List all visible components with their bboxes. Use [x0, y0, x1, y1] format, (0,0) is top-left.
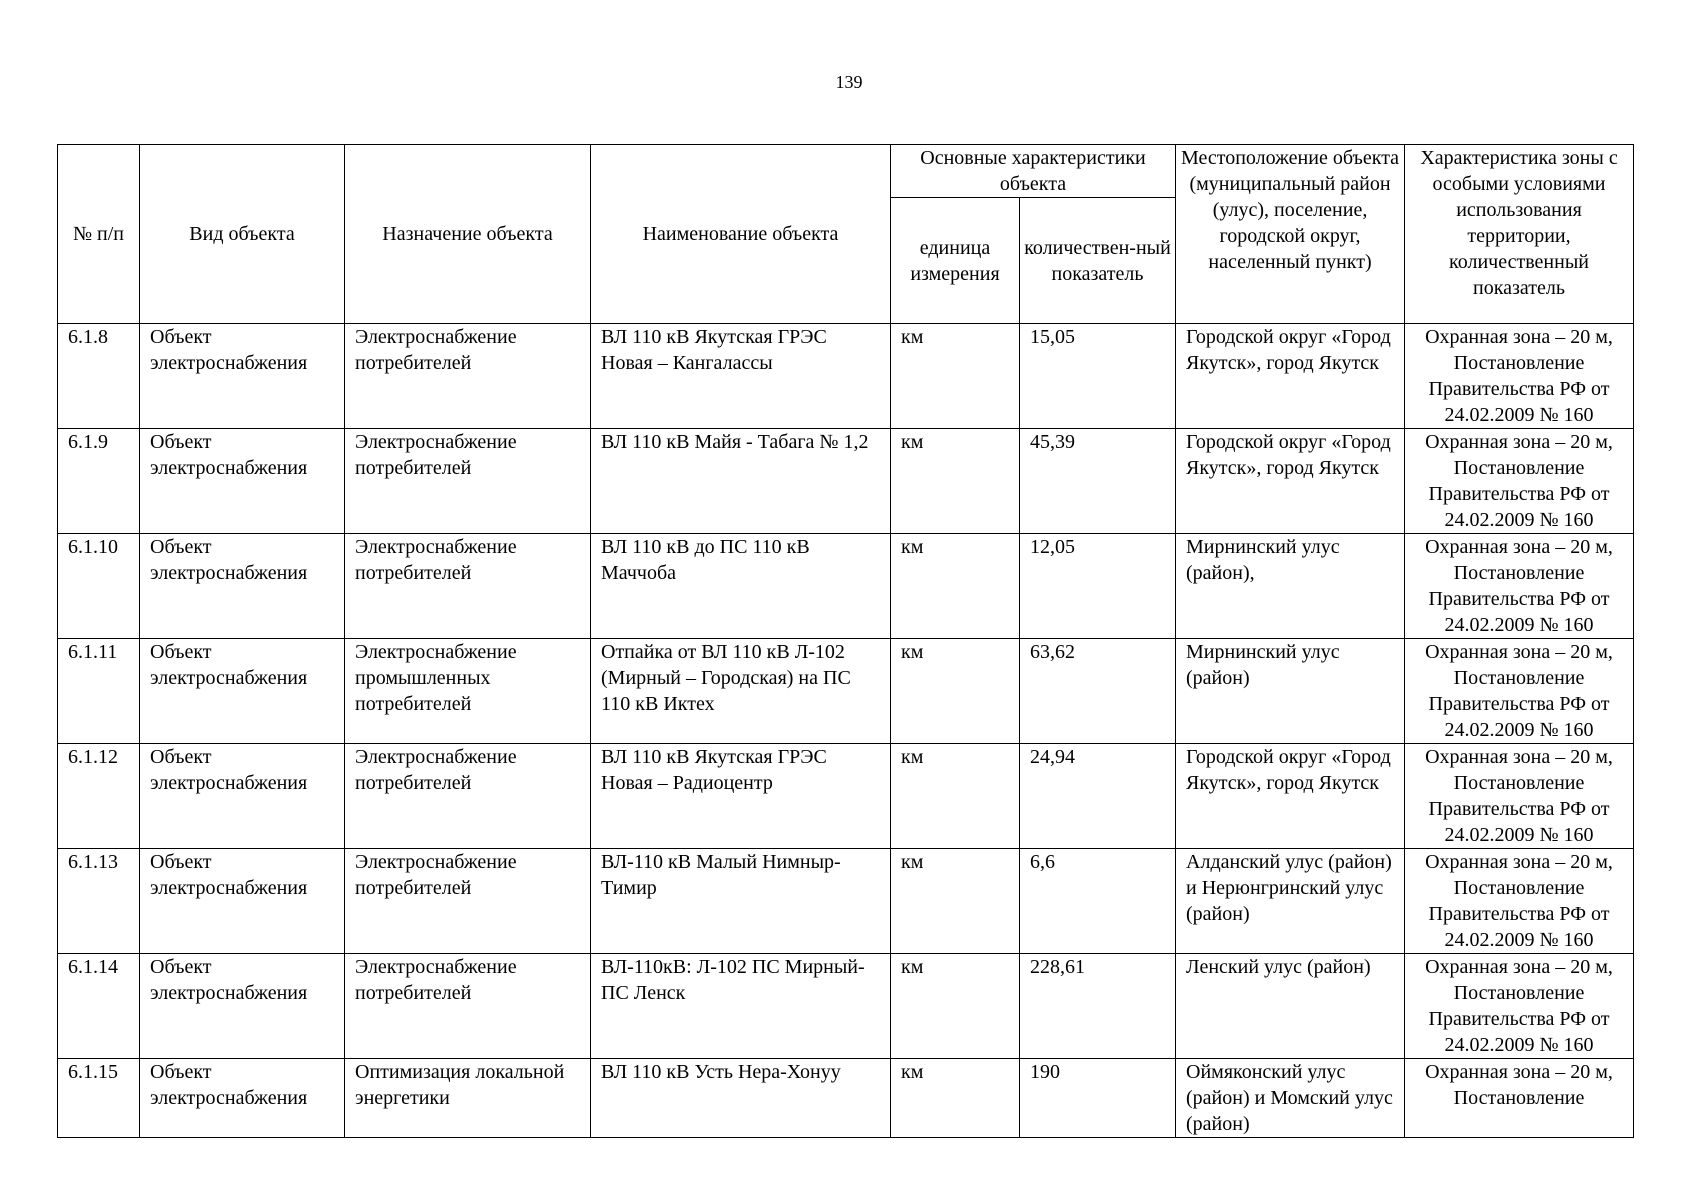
cell-unit: км: [891, 954, 1020, 1059]
table-header: [58, 145, 1634, 324]
cell-num: 6.1.12: [58, 744, 140, 849]
cell-name: ВЛ 110 кВ Якутская ГРЭС Новая – Кангалассы: [591, 324, 891, 429]
cell-name: ВЛ 110 кВ Якутская ГРЭС Новая – Радиоцентр: [591, 744, 891, 849]
cell-num: 6.1.11: [58, 639, 140, 744]
page-number: 139: [835, 72, 863, 92]
cell-quantity: 12,05: [1020, 534, 1176, 639]
cell-type: Объект электроснабжения: [140, 744, 345, 849]
cell-zone: Охранная зона – 20 м, Постановление Правительства РФ от 24.02.2009 № 160: [1405, 849, 1634, 954]
cell-purpose: Электроснабжение промышленных потребителей: [345, 639, 591, 744]
cell-name: Отпайка от ВЛ 110 кВ Л-102 (Мирный – Городская) на ПС 110 кВ Иктех: [591, 639, 891, 744]
cell-purpose: Оптимизация локальной энергетики: [345, 1059, 591, 1138]
cell-num: 6.1.15: [58, 1059, 140, 1138]
header-name: Наименование объекта: [591, 145, 891, 324]
table-row: [58, 534, 1634, 639]
cell-num: 6.1.10: [58, 534, 140, 639]
cell-zone: Охранная зона – 20 м, Постановление Правительства РФ от 24.02.2009 № 160: [1405, 639, 1634, 744]
table-row: [58, 324, 1634, 429]
cell-quantity: 190: [1020, 1059, 1176, 1138]
header-quantity: количествен-ный показатель: [1020, 198, 1176, 324]
cell-name: ВЛ-110кВ: Л-102 ПС Мирный- ПС Ленск: [591, 954, 891, 1059]
cell-unit: км: [891, 324, 1020, 429]
cell-zone: Охранная зона – 20 м, Постановление Правительства РФ от 24.02.2009 № 160: [1405, 744, 1634, 849]
header-location: Местоположение объекта (муниципальный район (улус), поселение, городской округ, населенный пункт): [1176, 145, 1405, 324]
cell-name: ВЛ 110 кВ Майя - Табага № 1,2: [591, 429, 891, 534]
cell-type: Объект электроснабжения: [140, 429, 345, 534]
cell-purpose: Электроснабжение потребителей: [345, 324, 591, 429]
cell-type: Объект электроснабжения: [140, 849, 345, 954]
cell-unit: км: [891, 534, 1020, 639]
cell-zone: Охранная зона – 20 м, Постановление Правительства РФ от 24.02.2009 № 160: [1405, 429, 1634, 534]
cell-type: Объект электроснабжения: [140, 639, 345, 744]
cell-purpose: Электроснабжение потребителей: [345, 744, 591, 849]
cell-location: Городской округ «Город Якутск», город Якутск: [1176, 744, 1405, 849]
header-num: № п/п: [58, 145, 140, 324]
cell-quantity: 6,6: [1020, 849, 1176, 954]
cell-zone: Охранная зона – 20 м, Постановление Правительства РФ от 24.02.2009 № 160: [1405, 534, 1634, 639]
header-unit: единица измерения: [891, 198, 1020, 324]
cell-type: Объект электроснабжения: [140, 324, 345, 429]
cell-location: Городской округ «Город Якутск», город Якутск: [1176, 429, 1405, 534]
cell-num: 6.1.14: [58, 954, 140, 1059]
table-row: [58, 429, 1634, 534]
header-zone: Характеристика зоны с особыми условиями использования территории, количественный показатель: [1405, 145, 1634, 324]
cell-unit: км: [891, 744, 1020, 849]
cell-unit: км: [891, 1059, 1020, 1138]
table-row: [58, 744, 1634, 849]
header-type: Вид объекта: [140, 145, 345, 324]
cell-purpose: Электроснабжение потребителей: [345, 429, 591, 534]
cell-type: Объект электроснабжения: [140, 954, 345, 1059]
objects-table: [57, 144, 1634, 1138]
cell-zone: Охранная зона – 20 м, Постановление Правительства РФ от 24.02.2009 № 160: [1405, 324, 1634, 429]
cell-name: ВЛ 110 кВ до ПС 110 кВ Маччоба: [591, 534, 891, 639]
cell-unit: км: [891, 429, 1020, 534]
cell-location: Оймяконский улус (район) и Момский улус (район): [1176, 1059, 1405, 1138]
cell-location: Ленский улус (район): [1176, 954, 1405, 1059]
cell-num: 6.1.13: [58, 849, 140, 954]
cell-location: Мирнинский улус (район),: [1176, 534, 1405, 639]
table-row: [58, 639, 1634, 744]
cell-location: Мирнинский улус (район): [1176, 639, 1405, 744]
cell-quantity: 24,94: [1020, 744, 1176, 849]
cell-num: 6.1.9: [58, 429, 140, 534]
cell-quantity: 63,62: [1020, 639, 1176, 744]
cell-zone: Охранная зона – 20 м, Постановление: [1405, 1059, 1634, 1138]
cell-quantity: 15,05: [1020, 324, 1176, 429]
cell-name: ВЛ 110 кВ Усть Нера-Хонуу: [591, 1059, 891, 1138]
cell-num: 6.1.8: [58, 324, 140, 429]
cell-purpose: Электроснабжение потребителей: [345, 954, 591, 1059]
cell-type: Объект электроснабжения: [140, 534, 345, 639]
cell-unit: км: [891, 639, 1020, 744]
header-main-characteristics: Основные характеристики объекта: [891, 145, 1176, 198]
cell-quantity: 45,39: [1020, 429, 1176, 534]
cell-purpose: Электроснабжение потребителей: [345, 534, 591, 639]
table-row: [58, 954, 1634, 1059]
cell-location: Городской округ «Город Якутск», город Якутск: [1176, 324, 1405, 429]
cell-quantity: 228,61: [1020, 954, 1176, 1059]
cell-zone: Охранная зона – 20 м, Постановление Правительства РФ от 24.02.2009 № 160: [1405, 954, 1634, 1059]
cell-name: ВЛ-110 кВ Малый Нимныр-Тимир: [591, 849, 891, 954]
cell-type: Объект электроснабжения: [140, 1059, 345, 1138]
table-row: [58, 849, 1634, 954]
table-body: [58, 324, 1634, 1138]
table-row: [58, 1059, 1634, 1138]
cell-location: Алданский улус (район) и Нерюнгринский улус (район): [1176, 849, 1405, 954]
cell-unit: км: [891, 849, 1020, 954]
cell-purpose: Электроснабжение потребителей: [345, 849, 591, 954]
header-purpose: Назначение объекта: [345, 145, 591, 324]
